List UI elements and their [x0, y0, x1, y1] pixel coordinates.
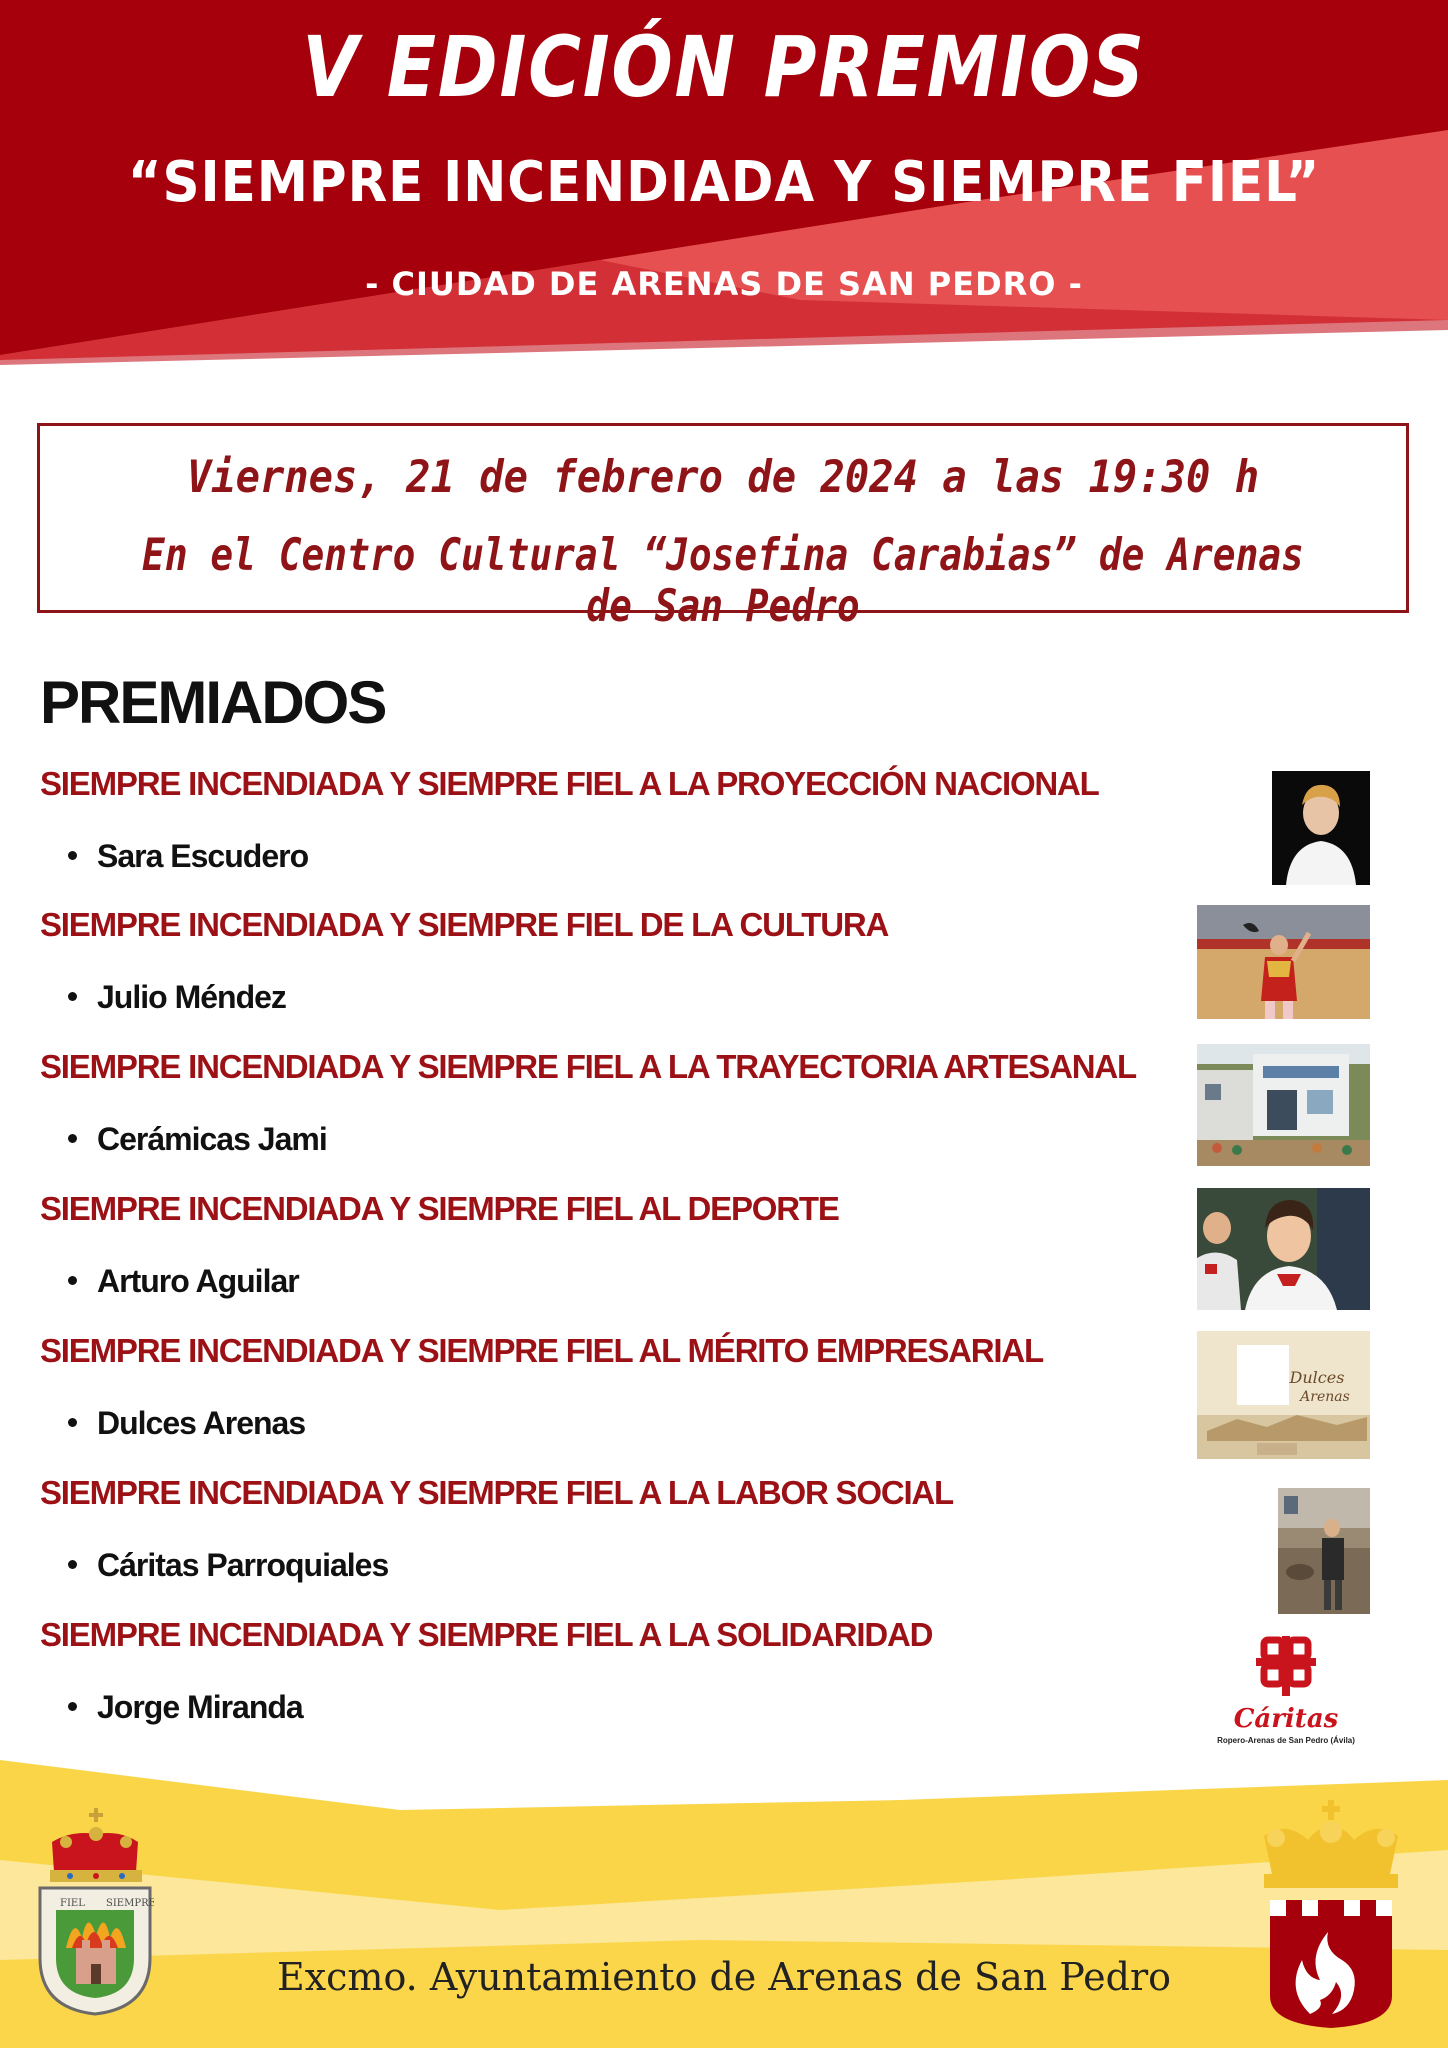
award-winner	[68, 838, 308, 875]
svg-text:Arenas: Arenas	[1300, 1389, 1350, 1405]
photo-julio-mendez	[1197, 905, 1370, 1019]
bullet-icon	[68, 1276, 77, 1285]
bullet-icon	[68, 992, 77, 1001]
photo-sara-escudero	[1272, 771, 1370, 885]
bullet-icon	[68, 1134, 77, 1143]
award-winner	[68, 1689, 303, 1726]
event-venue: En el Centro Cultural “Josefina Carabias” de Arenas de San Pedro	[142, 530, 1304, 632]
awards-heading: PREMIADOS	[40, 669, 386, 736]
award-category: SIEMPRE INCENDIADA Y SIEMPRE FIEL DE LA CULTURA	[40, 906, 889, 943]
award-winner	[68, 1263, 299, 1300]
award-category: SIEMPRE INCENDIADA Y SIEMPRE FIEL A LA PROYECCIÓN NACIONAL	[40, 765, 1099, 802]
crest-text-siempre: SIEMPRE	[106, 1898, 154, 1909]
photo-arturo-aguilar	[1197, 1188, 1370, 1310]
event-subtitle: “SIEMPRE INCENDIADA Y SIEMPRE FIEL”	[127, 150, 1321, 215]
award-winner	[68, 1547, 388, 1584]
caritas-cross-icon	[1212, 1636, 1360, 1706]
winner-name: Jorge Miranda	[97, 1689, 303, 1725]
winner-name: Arturo Aguilar	[97, 1263, 299, 1299]
event-title: V EDICIÓN PREMIOS	[302, 18, 1146, 116]
award-winner	[68, 1405, 305, 1442]
winner-name: Julio Méndez	[97, 979, 286, 1015]
caritas-logo	[1212, 1636, 1360, 1748]
award-category: SIEMPRE INCENDIADA Y SIEMPRE FIEL A LA TRAYECTORIA ARTESANAL	[40, 1048, 1136, 1085]
winner-name: Sara Escudero	[97, 838, 309, 874]
photo-ceramicas-jami	[1197, 1044, 1370, 1166]
header-banner	[0, 0, 1448, 400]
bullet-icon	[68, 1560, 77, 1569]
caritas-name: Cáritas	[1233, 1704, 1339, 1734]
footer-shape	[0, 1740, 1448, 2048]
winner-name: Dulces Arenas	[97, 1405, 306, 1441]
bullet-icon	[68, 1418, 77, 1427]
crest-text-fiel: FIEL	[60, 1898, 85, 1909]
winner-name: Cáritas Parroquiales	[97, 1547, 389, 1583]
event-city: - CIUDAD DE ARENAS DE SAN PEDRO -	[365, 265, 1083, 303]
svg-text:Dulces: Dulces	[1289, 1368, 1345, 1387]
photo-dulces-arenas	[1197, 1331, 1370, 1459]
footer-organizer: Excmo. Ayuntamiento de Arenas de San Pedro	[276, 1955, 1172, 1999]
award-category: SIEMPRE INCENDIADA Y SIEMPRE FIEL AL DEPORTE	[40, 1190, 839, 1227]
event-date: Viernes, 21 de febrero de 2024 a las 19:30 h	[186, 452, 1260, 503]
caritas-tagline: Ropero-Arenas de San Pedro (Ávila)	[1217, 1736, 1355, 1745]
photo-caritas-parroquiales	[1278, 1488, 1370, 1614]
winner-name: Cerámicas Jami	[97, 1121, 327, 1157]
award-winner	[68, 979, 286, 1016]
award-category: SIEMPRE INCENDIADA Y SIEMPRE FIEL A LA LABOR SOCIAL	[40, 1474, 954, 1511]
bullet-icon	[68, 851, 77, 860]
award-category: SIEMPRE INCENDIADA Y SIEMPRE FIEL AL MÉRITO EMPRESARIAL	[40, 1332, 1043, 1369]
event-info-box	[37, 423, 1409, 632]
footer-banner	[0, 1740, 1448, 2048]
award-category: SIEMPRE INCENDIADA Y SIEMPRE FIEL A LA SOLIDARIDAD	[40, 1616, 933, 1653]
bullet-icon	[68, 1702, 77, 1711]
award-winner	[68, 1121, 327, 1158]
